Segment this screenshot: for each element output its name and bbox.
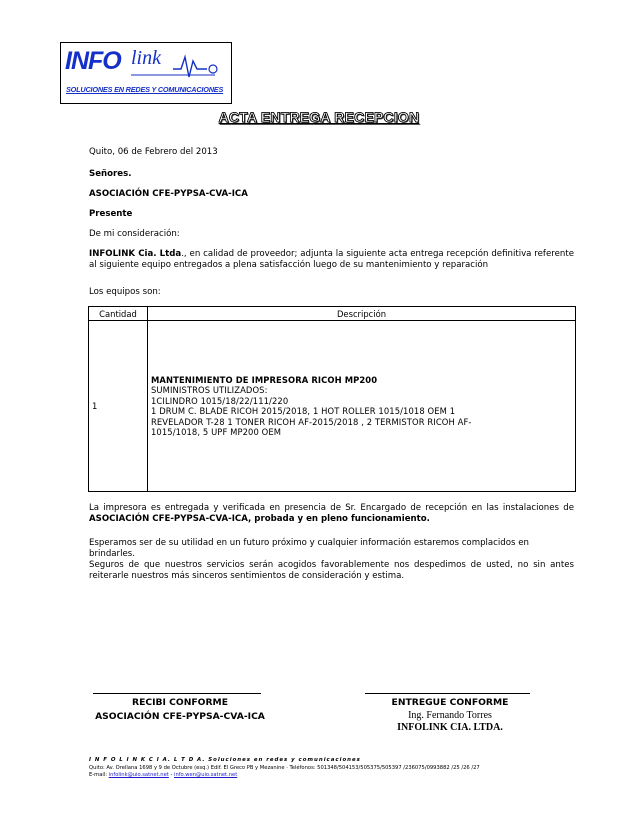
logo-brand-main: INFO bbox=[65, 47, 121, 75]
company-logo bbox=[60, 42, 232, 104]
footer bbox=[89, 757, 609, 780]
presente: Presente bbox=[89, 209, 133, 219]
footer-email-2[interactable]: info.wen@uio.satnet.net bbox=[174, 772, 238, 778]
delivered-title: ENTREGUE CONFORME bbox=[391, 697, 509, 708]
intro-paragraph bbox=[89, 249, 574, 271]
footer-email-label: E-mail: bbox=[89, 772, 108, 778]
delivered-name: Ing. Fernando Torres bbox=[408, 710, 492, 721]
header-quantity: Cantidad bbox=[89, 307, 148, 321]
row-description-line: REVELADOR T-28 1 TONER RICOH AF-2015/2018 , 2 TERMISTOR RICOH AF- bbox=[151, 416, 472, 427]
row-description-line: 1015/1018, 5 UPF MP200 OEM bbox=[151, 427, 282, 437]
closing-paragraph-3: Seguros de que nuestros servicios serán acogidos favorablemente nos despedimos de usted, no sin antes reiterarle nuestros más sinceros sentimientos de consideración y estima. bbox=[89, 560, 574, 581]
date-line: Quito, 06 de Febrero del 2013 bbox=[89, 147, 218, 157]
equipment-intro: Los equipos son: bbox=[89, 287, 161, 297]
row-description-line: 1CILINDRO 1015/18/22/111/220 bbox=[151, 395, 289, 406]
delivered-org: INFOLINK CIA. LTDA. bbox=[397, 722, 503, 733]
greeting: De mi consideración: bbox=[89, 229, 180, 239]
row-description-line: SUMINISTROS UTILIZADOS: bbox=[151, 385, 268, 395]
footer-email-line bbox=[89, 772, 609, 780]
signature-line-left bbox=[93, 693, 261, 694]
closing-paragraph-1-text: La impresora es entregada y verificada en presencia de Sr. Encargado de recepción en las instalaciones de bbox=[89, 503, 574, 513]
intro-company: INFOLINK Cia. Ltda bbox=[89, 249, 182, 259]
signature-line-right bbox=[365, 693, 530, 694]
table-header-row bbox=[89, 307, 576, 321]
header-description: Descripción bbox=[148, 307, 576, 321]
closing-paragraph-2: Esperamos ser de su utilidad en un futuro próximo y cualquier información estaremos complacidos en brindarles. bbox=[89, 538, 529, 559]
footer-email-1[interactable]: infolink@uio.satnet.net bbox=[108, 772, 169, 778]
logo-signal-icon bbox=[65, 47, 225, 83]
table-row bbox=[89, 321, 576, 492]
row-description-line: 1 DRUM C. BLADE RICOH 2015/2018, 1 HOT ROLLER 1015/1018 OEM 1 bbox=[151, 406, 456, 416]
document-title: ACTA ENTREGA RECEPCION bbox=[218, 109, 420, 125]
row-description bbox=[148, 321, 576, 492]
received-title: RECIBI CONFORME bbox=[132, 697, 228, 708]
salutation: Señores. bbox=[89, 169, 132, 179]
recipient: ASOCIACIÓN CFE-PYPSA-CVA-ICA bbox=[89, 189, 248, 199]
closing-paragraph-1-bold: ASOCIACIÓN CFE-PYPSA-CVA-ICA, probada y en pleno funcionamiento. bbox=[89, 514, 430, 524]
closing-paragraph-1 bbox=[89, 503, 574, 525]
logo-tagline: SOLUCIONES EN REDES Y COMUNICACIONES bbox=[66, 85, 224, 94]
row-description-title: MANTENIMIENTO DE IMPRESORA RICOH MP200 bbox=[151, 374, 378, 385]
received-org: ASOCIACIÓN CFE-PYPSA-CVA-ICA bbox=[95, 711, 265, 722]
logo-brand-script: link bbox=[131, 47, 161, 69]
intro-text: ., en calidad de proveedor; adjunta la siguiente acta entrega recepción definitiva referente al siguiente equipo entregados a plena satisfacción luego de su mantenimiento y reparación bbox=[89, 249, 574, 270]
footer-email-separator: - bbox=[168, 772, 174, 778]
equipment-table bbox=[88, 306, 576, 492]
footer-address: Quito: Av. Orellana 1698 y 9 de Octubre (esq.) Edif. El Greco PB y Mezanine · Teléfonos: 501348/504153/505375/505397 /236075/0993882 /25 /26 /27 bbox=[89, 764, 480, 771]
row-quantity: 1 bbox=[89, 321, 148, 492]
footer-company: I N F O L I N K C I A. L T D A. Soluciones en redes y comunicaciones bbox=[89, 757, 361, 763]
